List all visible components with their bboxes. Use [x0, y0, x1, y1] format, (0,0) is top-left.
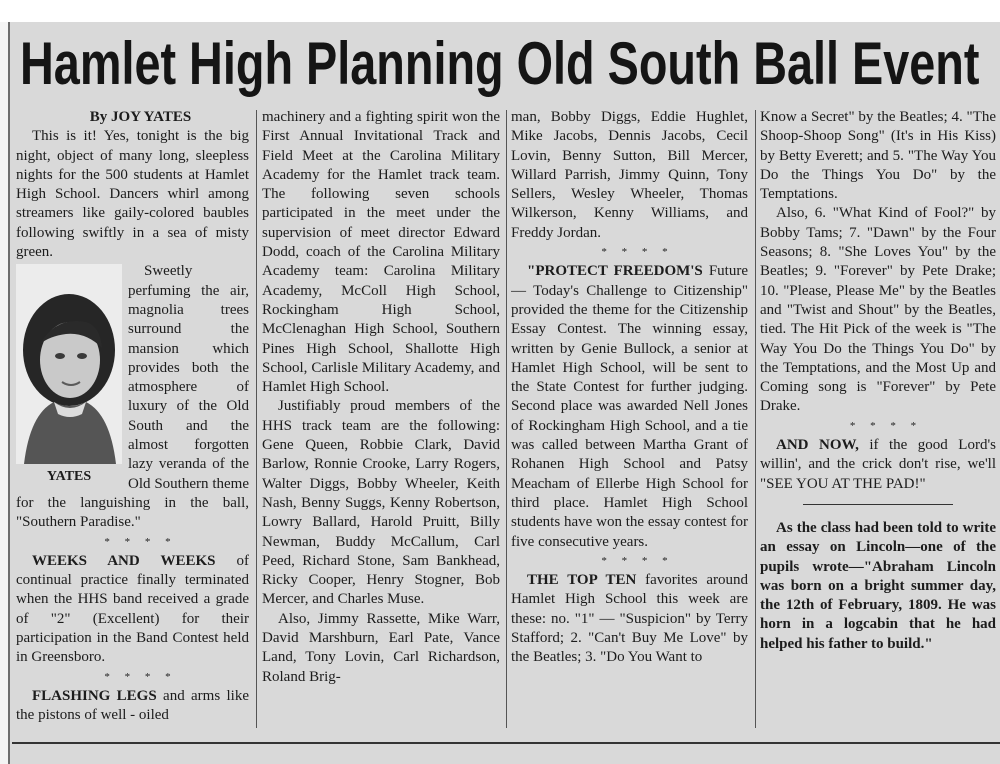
lead-in: AND NOW,: [776, 437, 859, 454]
lead-in: THE TOP TEN: [527, 572, 637, 589]
star-separator: * * * *: [601, 554, 674, 567]
paragraph: man, Bobby Diggs, Eddie Hughlet, Mike Jacobs, Dennis Jacobs, Cecil Lovin, Benny Sutton, Bill Mercer, Willard Parrish, Jimmy Quinn, Tony Sellers, Wesley Wheeler, Thomas Wilkerson, Kenny Williams, and Freddy Jordan.: [511, 109, 748, 241]
author-photo: [16, 264, 122, 486]
paragraph: AND NOW, if the good Lord's willin', and the crick don't rise, we'll "SEE YOU AT THE PAD!": [760, 437, 996, 492]
paragraph: Know a Secret" by the Beatles; 4. "The Shoop-Shoop Song" (It's in His Kiss) by Betty Everett; and 5. "The Way You Do the Things You Do" by the Temptations.: [760, 109, 996, 203]
headline: Hamlet High Planning Old South Ball Event: [20, 30, 980, 97]
paragraph: machinery and a fighting spirit won the First Annual Invitational Track and Field Meet at the Carolina Military Academy for the Hamlet track team. The following seven schools participated in the meet under the supervision of meet director Edward Dodd, coach of the Carolina Military Academy team: Carolina Military Academy, McColl High School, Rockingham High School, McClenaghan High School, Southern Pines High School, Shallotte High School, Carlisle Military Academy, and Hamlet High School.: [262, 109, 500, 396]
paragraph: "PROTECT FREEDOM'S Future — Today's Challenge to Citizenship" provided the theme for the Citizenship Essay Contest. The winning essay, written by Genie Bullock, a senior at Hamlet High School, will be sent to the State Contest for further judging. Second place was awarded Nell Jones of Rockingham High School, and a tie was called between Martha Grant of Rohanen High School and Patsy Meacham of Ellerbe High School for third place. Hamlet High School students have won the essay contest for five consecutive years.: [511, 263, 748, 550]
paragraph: Sweetly perfuming the air, magnolia trees surround the mansion which provides both the atmosphere of luxury of the Old South and the almost forgotten lazy veranda of the Old Southern theme for the languishing in the ball, "Southern Paradise.": [16, 263, 249, 531]
lead-in: FLASHING LEGS: [32, 687, 157, 704]
lead-in: WEEKS AND WEEKS: [32, 552, 216, 569]
page-edge: [0, 22, 10, 764]
column-rule: [506, 110, 507, 728]
column-4: [760, 108, 996, 733]
column-rule: [256, 110, 257, 728]
star-separator: * * * *: [104, 535, 177, 548]
paragraph: Also, Jimmy Rassette, Mike Warr, David Marshburn, Earl Pate, Vance Land, Tony Lovin, Carl Richardson, Roland Brig-: [262, 610, 500, 685]
paragraph: This is it! Yes, tonight is the big night, object of many long, sleepless nights for the 500 students at Hamlet High School. Dancers whirl among streamers like gaily-colored baubles following swiftly in a sea of misty green.: [16, 128, 249, 261]
star-separator: * * * *: [601, 246, 674, 259]
star-separator: * * * *: [849, 419, 923, 432]
paragraph: WEEKS AND WEEKS of continual practice finally terminated when the HHS band received a grade of "2" (Excellent) for their participation in the Band Contest held in Greensboro.: [16, 552, 249, 666]
column-rule: [755, 110, 756, 728]
byline: By JOY YATES: [89, 109, 192, 125]
lead-in: "PROTECT FREEDOM'S: [527, 263, 703, 280]
star-separator: * * * *: [104, 670, 177, 683]
paragraph: Justifiably proud members of the HHS track team are the following: Gene Queen, Robbie Clark, David Barlow, Ronnie Crooke, Larry Rogers, Walter Diggs, Bobby Wheeler, Keith Nash, Benny Suggs, Kenny Robertson, Lowry Ballard, Harold Pruitt, Billy Newman, Buddy McCallum, Carl Peed, Richard Stone, Sam Bankhead, Ricky Cooper, Henry Stogner, Bob Mercer, and Charles Muse.: [262, 398, 500, 608]
photo-caption: YATES: [46, 469, 92, 485]
column-2: [262, 108, 500, 733]
column-1: [16, 108, 249, 733]
paragraph: FLASHING LEGS and arms like the pistons of well - oiled: [16, 687, 249, 724]
bottom-rule: [12, 742, 1000, 744]
column-3: [511, 108, 748, 733]
portrait-image: [16, 264, 122, 464]
top-margin: [0, 0, 1000, 22]
filler-item: [760, 519, 996, 654]
section-divider: [803, 504, 953, 505]
paragraph: THE TOP TEN favorites around Hamlet High School this week are these: no. "1" — "Suspicion" by Terry Stafford; 2. "Can't Buy Me Love" by the Beatles; 3. "Do You Want to: [511, 572, 748, 666]
paragraph: Also, 6. "What Kind of Fool?" by Bobby Tams; 7. "Dawn" by the Four Seasons; 8. "She Loves You" by the Beatles; 9. "Forever" by Pete Drake; 10. "Please, Please Me" by the Beatles and "Twist and Shout" by the Beatles, tied. The Hit Pick of the week is "The Way You Do the Things You Do" by the Temptations, and the Most Up and Coming song is "Forever" by Pete Drake.: [760, 205, 996, 415]
paragraph: As the class had been told to write an essay on Lincoln—one of the pupils wrote—"Abraham Lincoln was born on a bright summer day, the 12th of February, 1809. He was horn in a logcabin that he had helped his father to build.": [760, 519, 996, 652]
